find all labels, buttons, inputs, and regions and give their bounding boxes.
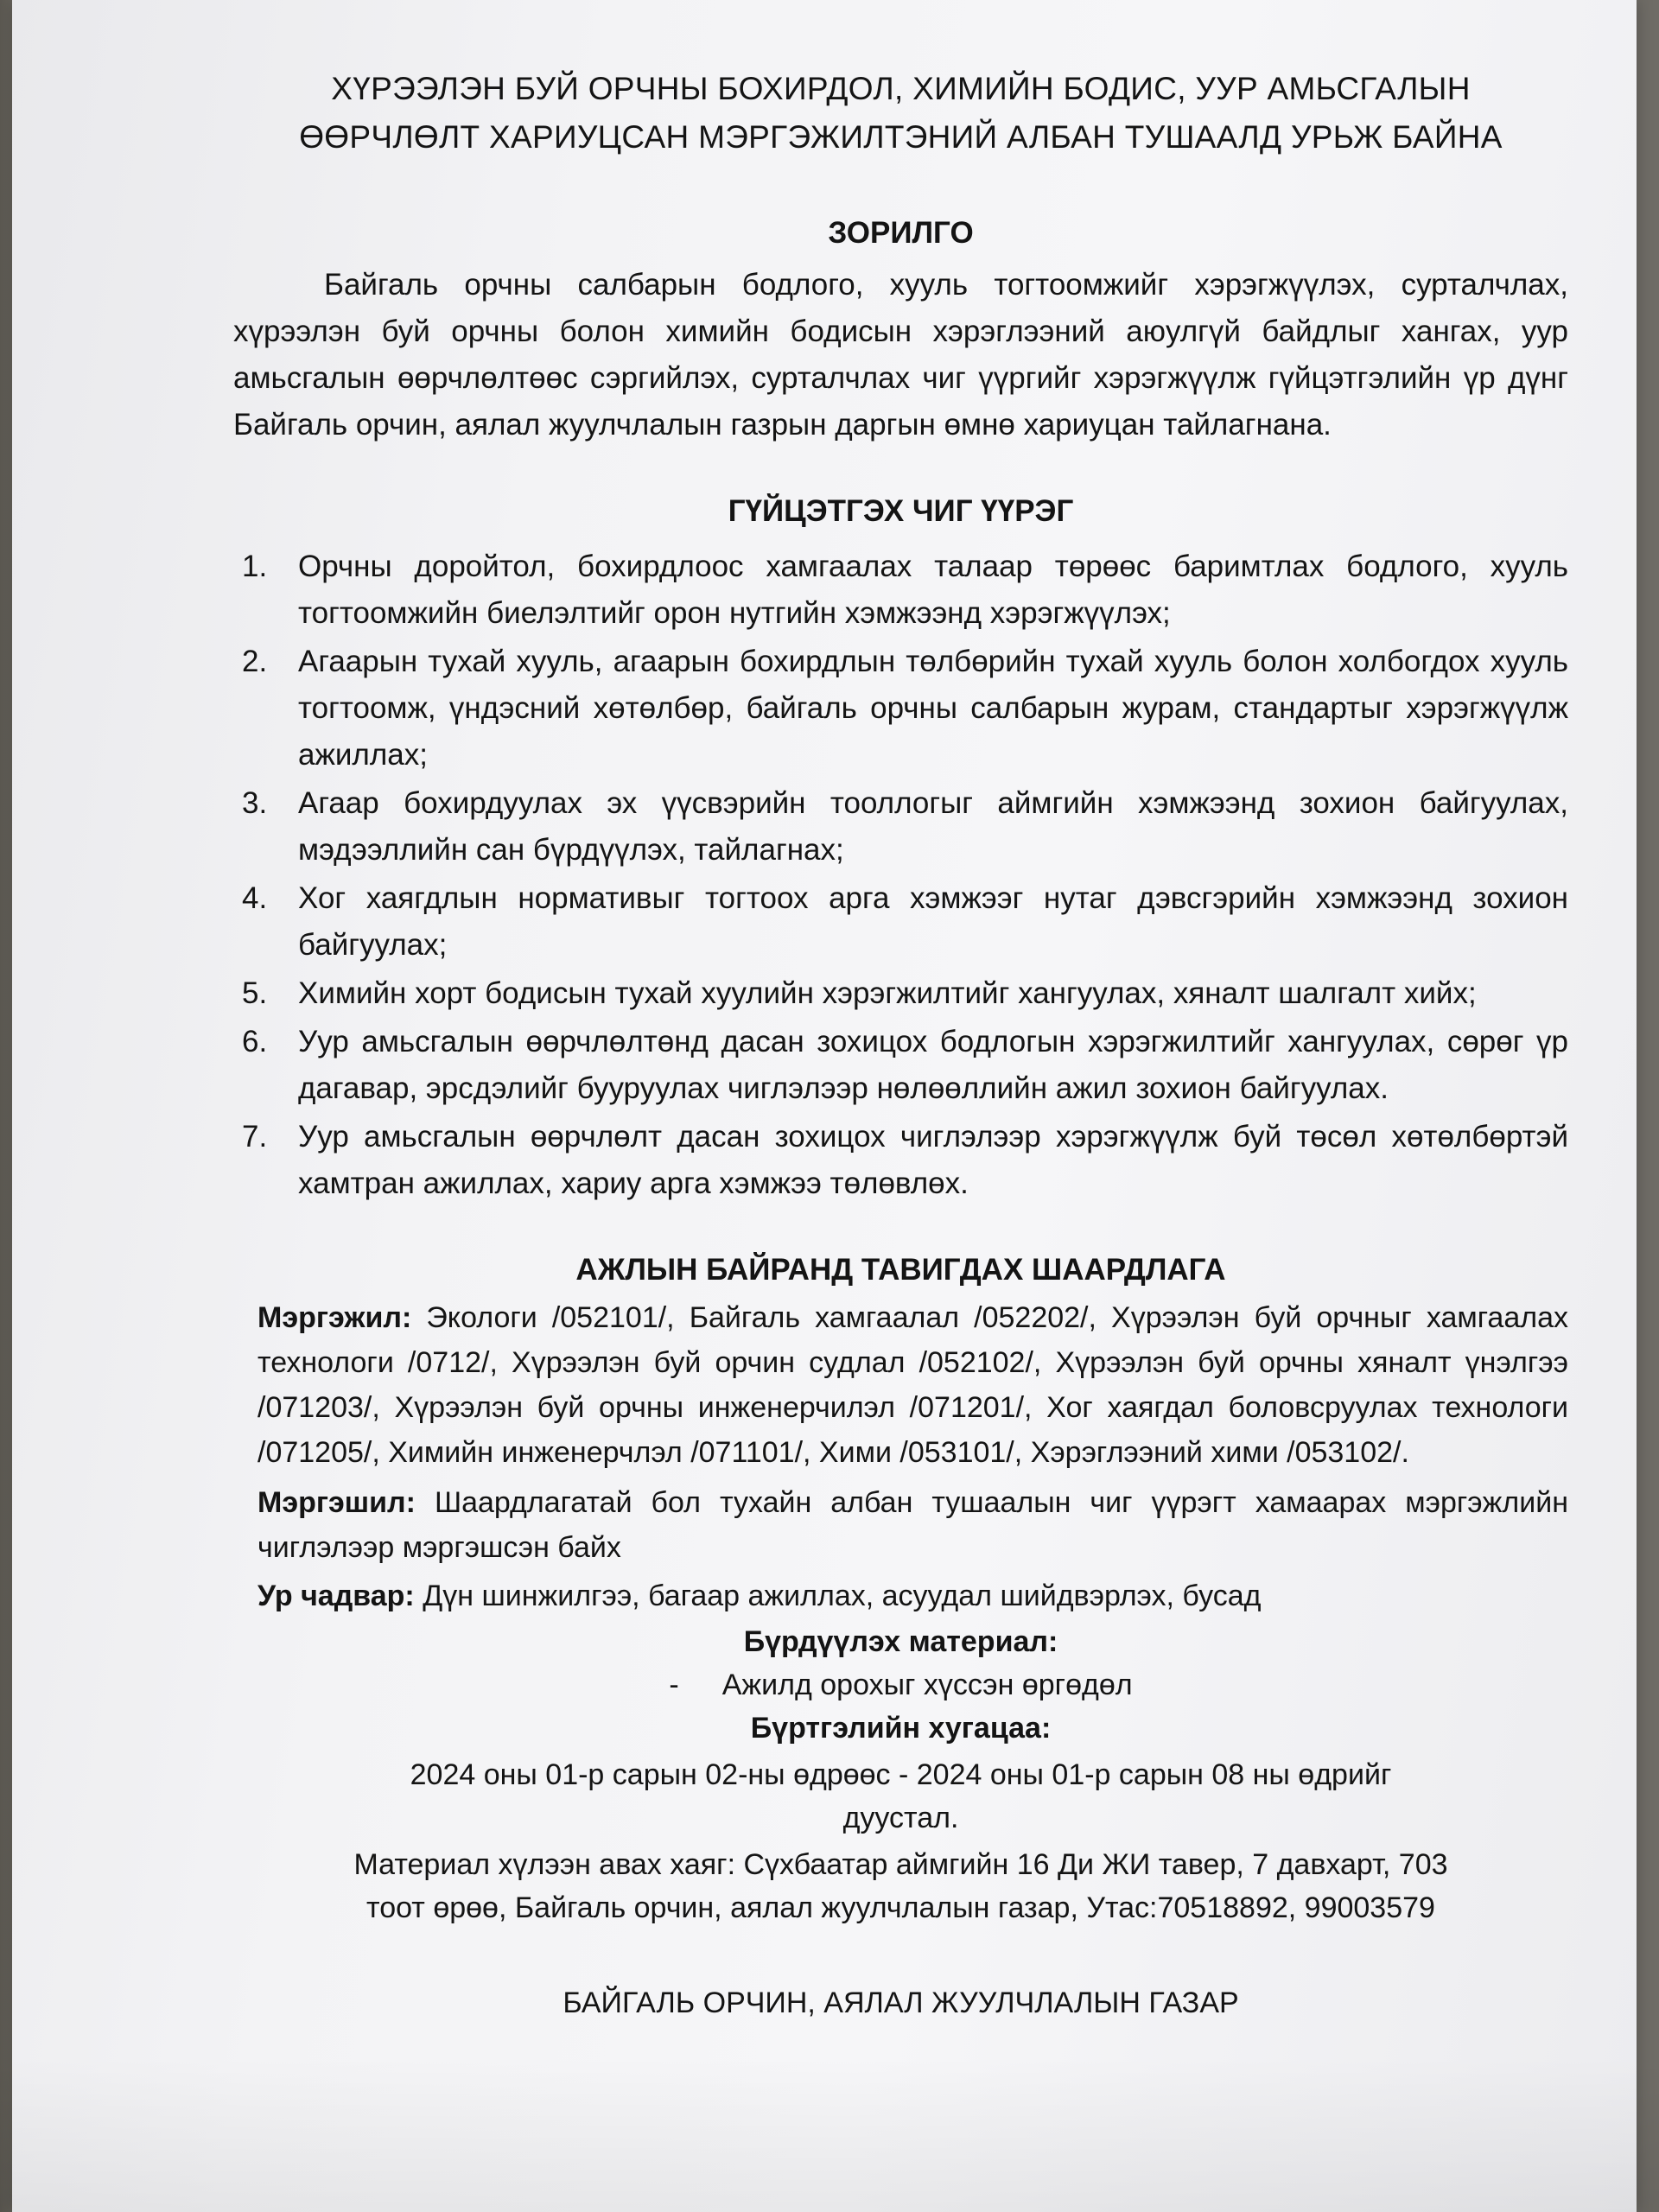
list-item-text: Агаар бохирдуулах эх үүсвэрийн тооллогыг аймгийн хэмжээнд зохион байгуулах, мэдээллийн сан бүрдүүлэх, тайлагнах; (298, 786, 1568, 867)
list-item-text: Хог хаягдлын нормативыг тогтоох арга хэмжээг нутаг дэвсгэрийн хэмжээнд зохион байгуулах; (298, 881, 1568, 962)
organization-name: БАЙГАЛЬ ОРЧИН, АЯЛАЛ ЖУУЛЧЛАЛЫН ГАЗАР (563, 1986, 1239, 2019)
list-item-text: Орчны доройтол, бохирдлоос хамгаалах талаар төрөөс баримтлах бодлого, хууль тогтоомжийн биелэлтийг орон нутгийн хэмжээнд хэрэгжүүлэх; (298, 550, 1568, 630)
materials-item (233, 1663, 1568, 1707)
goal-paragraph: Байгаль орчны салбарын бодлого, хууль тогтоомжийг хэрэгжүүлэх, сурталчлах, хүрээлэн буй орчны болон химийн бодисын хэрэглээний аюулгүй байдлыг хангах, уур амьсгалын өөрчлөлтөөс сэргийлэх, сурталчлах чиг үүргийг хэрэгжүүлж гүйцэтгэлийн үр дүнг Байгаль орчин, аялал жуулчлалын газрын даргын өмнө хариуцан тайлагнана. (233, 268, 1568, 442)
skills-text: Дүн шинжилгээ, багаар ажиллах, асуудал шийдвэрлэх, бусад (414, 1580, 1262, 1612)
list-item (233, 970, 1568, 1017)
address-line-1: Материал хүлээн авах хаяг: Сүхбаатар аймгийн 16 Ди ЖИ тавер, 7 давхарт, 703 (353, 1848, 1448, 1881)
list-number: 3. (242, 786, 268, 820)
profession-label: Мэргэжил: (257, 1301, 412, 1334)
document-title (233, 65, 1568, 162)
skills-requirement (257, 1573, 1568, 1618)
materials-item-text: Ажилд орохыг хүссэн өргөдөл (721, 1669, 1133, 1701)
list-item (233, 1114, 1568, 1207)
skills-label: Ур чадвар: (257, 1580, 415, 1612)
specialization-label: Мэргэшил: (257, 1486, 416, 1519)
profession-requirement (257, 1295, 1568, 1475)
registration-period-line-1: 2024 оны 01-р сарын 02-ны өдрөөс - 2024 оны 01-р сарын 08 ны өдрийг (410, 1758, 1392, 1791)
requirements-heading: АЖЛЫН БАЙРАНД ТАВИГДАХ ШААРДЛАГА (575, 1253, 1226, 1287)
bullet-dash: - (669, 1669, 679, 1701)
list-item-text: Химийн хорт бодисын тухай хуулийн хэрэгжилтийг хангуулах, хяналт шалгалт хийх; (298, 976, 1477, 1010)
list-number: 7. (242, 1120, 268, 1154)
specialization-text: Шаардлагатай бол тухайн албан тушаалын чиг үүрэгт хамаарах мэргэжлийн чиглэлээр мэргэшсэн байх (257, 1486, 1568, 1564)
list-item (233, 1019, 1568, 1112)
list-number: 2. (242, 645, 268, 678)
list-number: 6. (242, 1025, 268, 1058)
list-item (233, 639, 1568, 779)
specialization-requirement (257, 1480, 1568, 1570)
goal-heading: ЗОРИЛГО (828, 216, 974, 250)
profession-text: Экологи /052101/, Байгаль хамгаалал /052202/, Хүрээлэн буй орчныг хамгаалах технологи /0712/, Хүрээлэн буй орчин судлал /052102/, Хүрээлэн буй орчны хяналт үнэлгээ /071203/, Хүрээлэн буй орчны инженерчилэл /071201/, Хог хаягдал боловсруулах технологи /071205/, Химийн инженерчлэл /071101/, Хими /053101/, Хэрэглээний хими /053102/. (257, 1301, 1568, 1469)
list-item (233, 780, 1568, 874)
duties-heading: ГҮЙЦЭТГЭХ ЧИГ ҮҮРЭГ (728, 494, 1074, 528)
registration-period-line-2: дуустал. (842, 1802, 959, 1834)
list-item (233, 543, 1568, 637)
list-item (233, 875, 1568, 969)
list-number: 5. (242, 976, 268, 1010)
list-item-text: Уур амьсгалын өөрчлөлт дасан зохицох чиглэлээр хэрэгжүүлж буй төсөл хөтөлбөртэй хамтран ажиллах, хариу арга хэмжээ төлөвлөх. (298, 1120, 1568, 1200)
duties-list (233, 543, 1568, 1207)
list-item-text: Уур амьсгалын өөрчлөлтөнд дасан зохицох бодлогын хэрэгжилтийг хангуулах, сөрөг үр дагавар, эрсдэлийг бууруулах чиглэлээр нөлөөллийн ажил зохион байгуулах. (298, 1025, 1568, 1105)
document-body (233, 65, 1568, 2056)
registration-heading: Бүртгэлийн хугацаа: (750, 1712, 1052, 1745)
list-number: 4. (242, 881, 268, 915)
title-line-2: ӨӨРЧЛӨЛТ ХАРИУЦСАН МЭРГЭЖИЛТЭНИЙ АЛБАН ТУШААЛД УРЬЖ БАЙНА (299, 119, 1503, 155)
list-number: 1. (242, 550, 268, 583)
title-line-1: ХҮРЭЭЛЭН БУЙ ОРЧНЫ БОХИРДОЛ, ХИМИЙН БОДИС, УУР АМЬСГАЛЫН (331, 71, 1471, 106)
address-line-2: тоот өрөө, Байгаль орчин, аялал жуулчлалын газар, Утас:70518892, 99003579 (366, 1891, 1435, 1924)
materials-heading: Бүрдүүлэх материал: (743, 1625, 1058, 1658)
list-item-text: Агаарын тухай хууль, агаарын бохирдлын төлбөрийн тухай хууль болон холбогдох хууль тогтоомж, үндэсний хөтөлбөр, байгаль орчны салбарын журам, стандартыг хэрэгжүүлж ажиллах; (298, 645, 1568, 772)
